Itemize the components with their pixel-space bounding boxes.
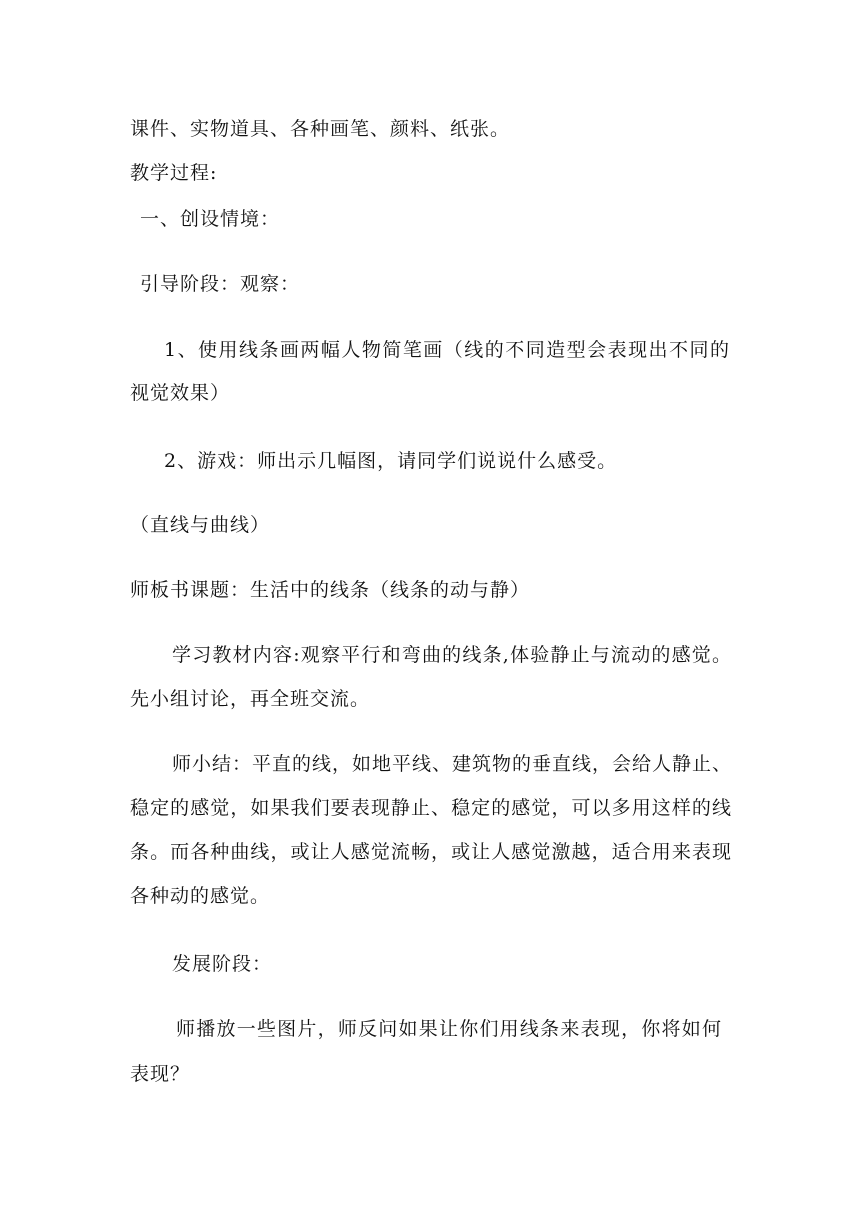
summary-line-2: 稳定的感觉，如果我们要表现静止、稳定的感觉，可以多用这样的线 <box>130 797 732 819</box>
paragraph-1-line-2: 视觉效果） <box>130 382 231 404</box>
paragraph-2-line-1: 2、游戏：师出示几幅图，请同学们说说什么感受。 <box>164 450 618 472</box>
teaching-process-heading: 教学过程: <box>130 162 218 184</box>
paragraph-1-line-1: 1、使用线条画两幅人物简笔画（线的不同造型会表现出不同的 <box>164 339 730 361</box>
section-one-heading: 一、创设情境： <box>140 208 281 230</box>
summary-line-4: 各种动的感觉。 <box>130 885 271 907</box>
straight-curve-note: （直线与曲线） <box>130 514 271 536</box>
paragraph-3-line-1: 学习教材内容:观察平行和弯曲的线条,体验静止与流动的感觉。 <box>172 644 732 666</box>
guide-stage-heading: 引导阶段：观察： <box>140 273 301 295</box>
summary-line-1: 师小结：平直的线，如地平线、建筑物的垂直线，会给人静止、 <box>172 753 733 775</box>
summary-line-3: 条。而各种曲线，或让人感觉流畅，或让人感觉激越，适合用来表现 <box>130 841 732 863</box>
paragraph-4-line-2: 表现？ <box>130 1063 191 1085</box>
board-title-line: 师板书课题：生活中的线条（线条的动与静） <box>130 579 531 601</box>
materials-line: 课件、实物道具、各种画笔、颜料、纸张。 <box>130 118 511 140</box>
paragraph-3-line-2: 先小组讨论，再全班交流。 <box>130 688 371 710</box>
development-stage-heading: 发展阶段： <box>172 953 273 975</box>
paragraph-4-line-1: 师播放一些图片，师反问如果让你们用线条来表现，你将如何 <box>176 1018 722 1040</box>
